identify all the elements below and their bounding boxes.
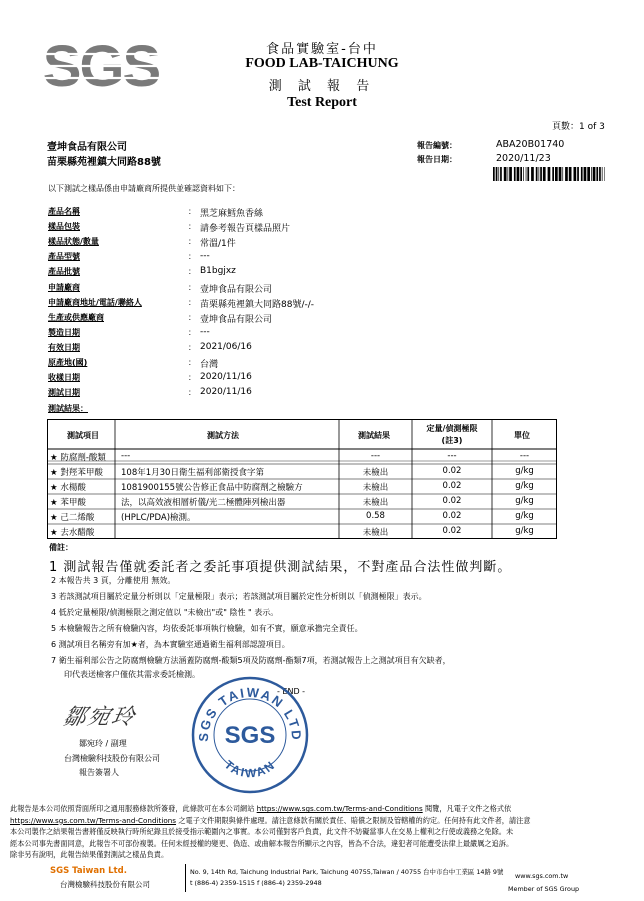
barcode-bar	[565, 167, 568, 181]
method-line: (HPLC/PDA)檢測。	[121, 513, 196, 523]
disclaimer	[10, 803, 634, 861]
barcode-bar	[574, 167, 577, 181]
field-row	[0, 372, 644, 384]
barcode-bar	[517, 167, 520, 181]
barcode-bar	[509, 167, 512, 181]
barcode-bar	[536, 167, 538, 181]
test-result: 未檢出	[362, 468, 389, 478]
note-item: 6 測試項目名稱旁有加★者，為本實驗室通過衛生福利部認證項目。	[51, 640, 290, 649]
field-value: B1bgjxz	[200, 266, 236, 277]
field-label: 測試日期	[48, 388, 80, 398]
footer-member: Member of SGS Group	[508, 885, 580, 893]
col-header-result: 測試結果	[358, 431, 390, 440]
field-row	[0, 327, 644, 339]
field-row	[0, 342, 644, 354]
field-colon: ：	[188, 267, 196, 277]
barcode-bar	[587, 167, 590, 181]
notes-title: 備註：	[49, 543, 73, 552]
field-value: 2021/06/16	[200, 341, 252, 352]
barcode-bar	[539, 167, 540, 181]
barcode-bar	[584, 167, 587, 181]
svg-text:SGS TAIWAN LTD: SGS TAIWAN LTD	[195, 684, 305, 743]
test-unit: g/kg	[515, 496, 534, 506]
test-limit: ---	[447, 451, 457, 461]
barcode-bar	[543, 167, 546, 181]
barcode-bar	[498, 167, 499, 181]
client-address: 苗栗縣苑裡鎮大同路88號	[47, 157, 161, 168]
barcode-bar	[593, 167, 596, 181]
footer-addr-2: t (886-4) 2359-1515 f (886-4) 2359-2948	[190, 879, 322, 887]
field-colon: ：	[188, 327, 196, 337]
barcode-bar	[520, 167, 522, 181]
note-1: 1 測試報告僅就委託者之委託事項提供測試結果，不對產品合法性做判斷。	[49, 560, 512, 575]
field-row	[0, 221, 644, 233]
test-item: ★ 去水醋酸	[50, 528, 95, 538]
field-label: 產品批號	[48, 267, 80, 277]
footer-web[interactable]: www.sgs.com.tw	[515, 872, 569, 880]
col-header-item: 測試項目	[67, 431, 99, 440]
test-limit: 0.02	[442, 496, 462, 506]
intro-text: 以下測試之樣品係由申請廠商所提供並確認資料如下：	[48, 184, 240, 193]
footer-addr-1: No. 9, 14th Rd, Taichung Industrial Park, Taichung 40755,Taiwan / 40755 台中市台中工業區 14路 9號	[190, 868, 504, 876]
field-colon: ：	[188, 373, 196, 383]
test-limit: 0.02	[442, 481, 462, 491]
field-row	[0, 297, 644, 309]
test-item: ★ 對羥苯甲酸	[50, 468, 103, 478]
field-value: 壹坤食品有限公司	[200, 284, 273, 295]
svg-text:SGS: SGS	[224, 722, 276, 749]
field-value: 壹坤食品有限公司	[200, 314, 273, 325]
barcode-bar	[602, 167, 603, 181]
disc-l4: 經本公司事先書面同意，此報告不可部份複製。任何未經授權的變更、偽造、或曲解本報告所顯示之內容，皆為不合法，違犯者可能遭受法律上最嚴厲之追訴。	[10, 838, 514, 848]
note-item: 4 低於定量極限/偵測極限之測定值以 "未檢出"或" 陰性 " 表示。	[51, 608, 279, 617]
note-item: 7 衛生福利部公告之防腐劑檢驗方法涵蓋防腐劑-酸類5項及防腐劑-酯類7項，若測試報告上之測試項目有欠缺者，	[51, 656, 451, 665]
barcode-bar	[559, 167, 562, 181]
page-number: 頁數：1 of 3	[552, 122, 605, 132]
test-result: 未檢出	[362, 528, 389, 538]
field-row	[0, 357, 644, 369]
field-label: 申請廠商	[48, 282, 80, 292]
method-first: ---	[121, 451, 131, 461]
svg-text:TAIWAN: TAIWAN	[221, 757, 279, 781]
field-colon: ：	[188, 222, 196, 232]
method-line: 1081900155號公告修正食品中防腐劑之檢驗方	[121, 483, 303, 493]
report-title-en: Test Report	[287, 95, 357, 110]
field-colon: ：	[188, 312, 196, 322]
disc-l3: 本公司製作之結果報告書將僅反映執行時所紀錄且於接受指示範圍內之事實。本公司僅對客戶負責，此文件不妨礙當事人在交易上權利之行使或義務之免除。未	[10, 827, 514, 836]
test-result: 0.58	[366, 511, 385, 521]
barcode-bar	[527, 167, 529, 181]
method-line: 108年1月30日衛生福利部衛授食字第	[121, 468, 264, 478]
report-no-label: 報告編號：	[417, 141, 457, 150]
field-colon: ：	[188, 282, 196, 292]
test-unit: g/kg	[515, 526, 534, 536]
field-value: 2020/11/16	[200, 372, 252, 383]
field-row	[0, 236, 644, 248]
col-header-limit: 定量/偵測極限(註3)	[426, 424, 478, 445]
barcode-bar	[555, 167, 558, 181]
barcode	[493, 167, 605, 181]
barcode-bar	[500, 167, 502, 181]
disc-l5: 除非另有說明，此報告結果僅對測試之樣品負責。	[10, 850, 169, 859]
barcode-bar	[596, 167, 598, 181]
signer-role: 報告簽署人	[79, 768, 119, 777]
note-item: 3 若該測試項目屬於定量分析則以「定量極限」表示；若該測試項目屬於定性分析則以「偵測極限」表示。	[51, 592, 427, 601]
field-row	[0, 312, 644, 324]
client-name: 壹坤食品有限公司	[47, 142, 127, 153]
field-colon: ：	[188, 388, 196, 398]
note-item: 2 本報告共 3 頁，分離使用 無效。	[51, 576, 176, 585]
test-item: ★ 防腐劑-酸類	[50, 453, 106, 463]
field-label: 樣品狀態/數量	[48, 237, 99, 247]
barcode-bar	[599, 167, 601, 181]
field-label: 產品型號	[48, 252, 80, 262]
disc-l1a: 此報告是本公司依照背面所印之通用服務條款所簽發，此條款可在本公司網站	[10, 804, 257, 813]
footer-address	[190, 867, 503, 889]
test-result: 未檢出	[362, 498, 389, 508]
test-limit: 0.02	[442, 466, 462, 476]
signer-org: 台灣檢驗科技股份有限公司	[64, 754, 160, 763]
disc-l2b: 之電子文件期限與條件處理。請注意條款有關於責任、賠償之限制及管轄權的約定。任何持有此文件者，請注意	[176, 815, 531, 825]
disc-l1b: 閱覽，凡電子文件之格式依	[422, 804, 512, 813]
signer-name-title: 鄒宛玲 / 副理	[79, 739, 127, 748]
barcode-bar	[577, 167, 579, 181]
barcode-bar	[562, 167, 563, 181]
field-value: ---	[200, 326, 210, 337]
lab-title-zh: 食品實驗室-台中	[266, 42, 378, 57]
terms-link-2[interactable]: https://www.sgs.com.tw/Terms-and-Conditions	[10, 815, 177, 825]
barcode-bar	[493, 167, 495, 181]
field-label: 生產或供應廠商	[48, 312, 104, 322]
barcode-bar	[605, 167, 606, 181]
report-no-value: ABA20B01740	[496, 139, 565, 150]
col-header-unit: 單位	[514, 431, 530, 440]
field-label: 收樣日期	[48, 373, 80, 383]
barcode-bar	[531, 167, 534, 181]
col-header-method: 測試方法	[207, 431, 239, 440]
terms-link[interactable]: https://www.sgs.com.tw/Terms-and-Conditions	[256, 804, 423, 813]
report-date-value: 2020/11/23	[496, 153, 551, 164]
test-limit: 0.02	[442, 526, 462, 536]
field-value: ---	[200, 251, 210, 262]
test-item: ★ 己二烯酸	[50, 513, 95, 523]
test-result: ---	[370, 451, 381, 461]
field-row	[0, 251, 644, 263]
test-unit: g/kg	[515, 466, 534, 476]
barcode-bar	[496, 167, 498, 181]
barcode-bar	[514, 167, 516, 181]
barcode-bar	[552, 167, 554, 181]
field-row	[0, 282, 644, 294]
report-title-zh: 測 試 報 告	[268, 79, 376, 94]
field-label: 申請廠商地址/電話/聯絡人	[48, 297, 142, 307]
field-colon: ：	[188, 207, 196, 216]
barcode-bar	[523, 167, 524, 181]
test-result: 未檢出	[362, 483, 389, 493]
results-table	[47, 419, 557, 539]
sgs-stamp	[190, 675, 310, 795]
signature-script: 鄒宛玲	[60, 705, 139, 730]
test-item: ★ 水楊酸	[50, 483, 86, 493]
field-value: 台灣	[200, 360, 219, 370]
field-row	[0, 266, 644, 278]
test-unit: g/kg	[515, 481, 534, 491]
footer-company-zh: 台灣檢驗科技股份有限公司	[60, 880, 150, 889]
field-colon: ：	[188, 252, 196, 262]
field-colon: ：	[188, 342, 196, 352]
results-title: 測試結果：	[48, 404, 88, 413]
lab-title-en: FOOD LAB-TAICHUNG	[245, 56, 399, 71]
barcode-bar	[569, 167, 572, 181]
test-limit: 0.02	[442, 511, 462, 521]
field-value: 苗栗縣苑裡鎮大同路88號/-/-	[200, 299, 315, 310]
method-line: 法，以高效液相層析儀/光二極體陣列檢出器	[121, 498, 286, 508]
field-label: 樣品包裝	[48, 222, 80, 232]
svg-text:SGS: SGS	[42, 34, 160, 98]
test-unit: ---	[519, 451, 530, 461]
field-row	[0, 387, 644, 399]
field-value: 2020/11/16	[200, 387, 252, 398]
barcode-bar	[526, 167, 527, 181]
field-value: 常溫/1件	[200, 239, 236, 250]
note-7-cont: 印代表送檢客户僅依其需求委託檢測。	[64, 670, 200, 679]
barcode-bar	[504, 167, 507, 181]
footer-company-en: SGS Taiwan Ltd.	[50, 866, 127, 876]
field-colon: ：	[188, 297, 196, 307]
test-item: ★ 苯甲酸	[50, 498, 86, 508]
field-label: 製造日期	[48, 327, 80, 337]
barcode-bar	[591, 167, 592, 181]
barcode-bar	[581, 167, 583, 181]
end-mark: - END -	[277, 687, 306, 696]
note-item: 5 本檢驗報告之所有檢驗內容，均依委託事項執行檢驗，如有不實，願意承擔完全責任。	[51, 624, 363, 633]
barcode-bar	[548, 167, 551, 181]
field-value: 請參考報告頁樣品照片	[200, 224, 291, 235]
barcode-bar	[540, 167, 542, 181]
report-date-label: 報告日期：	[417, 155, 457, 164]
field-value: 黑芝麻鱈魚香絲	[200, 209, 264, 219]
field-colon: ：	[188, 237, 196, 247]
field-label: 產品名稱	[48, 207, 80, 216]
test-unit: g/kg	[515, 511, 534, 521]
field-label: 原產地(國)	[48, 358, 88, 367]
field-label: 有效日期	[48, 342, 80, 352]
field-colon: ：	[188, 358, 196, 367]
barcode-bar	[508, 167, 509, 181]
footer-divider	[185, 864, 186, 892]
field-row	[0, 206, 644, 218]
